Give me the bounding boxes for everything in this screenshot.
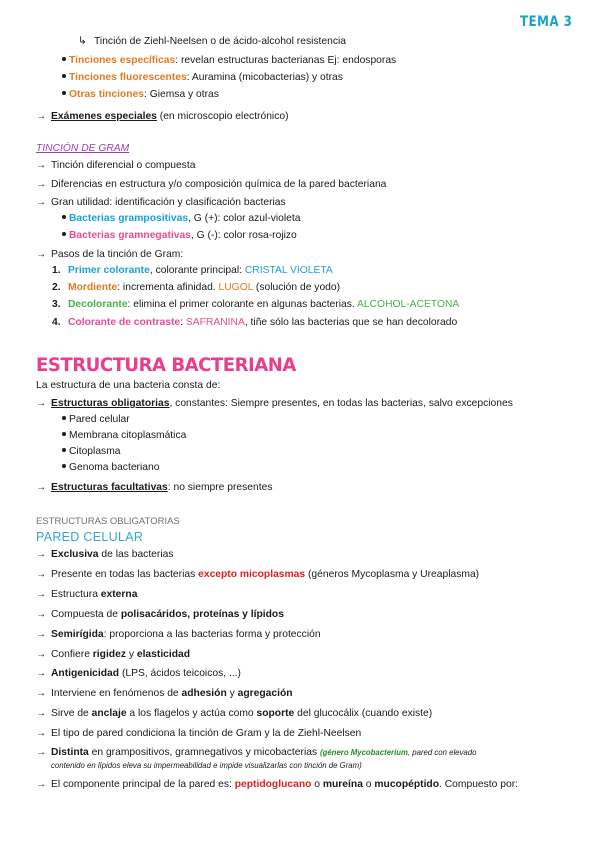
gram-text-3: Gran utilidad: identificación y clasificación bacterias [51, 197, 286, 208]
arrow-icon: → [36, 779, 47, 790]
fluor-label: Tinciones fluorescentes [69, 72, 187, 83]
gram-text-2: Diferencias en estructura y/o composición química de la pared bacteriana [51, 179, 387, 190]
step-after: (solución de yodo) [253, 282, 341, 293]
examenes-line [36, 111, 289, 124]
arrow-icon: → [36, 708, 47, 719]
step-label: Mordiente [68, 282, 118, 293]
text: Confiere [51, 649, 93, 660]
estructura-item [62, 414, 130, 427]
text: del glucocálix (cuando existe) [294, 708, 433, 719]
ziehl-text: Tinción de Ziehl-Neelsen o de ácido-alcohol resistencia [94, 36, 347, 47]
small-text: , pared con elevado [407, 748, 477, 757]
bold-text: Antigenicidad [51, 668, 120, 679]
tema-label: TEMA 3 [520, 14, 573, 30]
pared-line-10 [36, 728, 361, 741]
bold-text: externa [100, 589, 138, 600]
ziehl-line [78, 36, 346, 49]
arrow-icon: → [36, 688, 47, 699]
arrow-icon: → [36, 160, 47, 171]
arrow-icon: → [36, 649, 47, 660]
pared-line-7 [36, 668, 241, 681]
highlight-text: excepto micoplasmas [198, 569, 306, 580]
estructura-item [62, 446, 121, 459]
pared-title: PARED CELULAR [36, 530, 144, 544]
step-text: : elimina el primer colorante en algunas bacterias. [127, 299, 358, 310]
examenes-label: Exámenes especiales [51, 111, 157, 122]
fluor-line [62, 72, 343, 85]
highlight-text: peptidoglucano [234, 779, 312, 790]
text: y [226, 688, 238, 699]
estructura-intro: La estructura de una bacteria consta de: [36, 380, 221, 391]
gram-pos-text: , G (+): color azul-violeta [188, 213, 301, 224]
facult-label: Estructuras facultativas [51, 482, 168, 493]
bold-text: elasticidad [136, 649, 191, 660]
otras-line [62, 89, 219, 102]
text: Sirve de [51, 708, 92, 719]
step-number: 4. [52, 317, 61, 328]
gram-step-1 [52, 265, 333, 278]
step-label: Colorante de contraste [68, 317, 181, 328]
text: de las bacterias [98, 549, 174, 560]
gram-line-2 [36, 179, 386, 192]
arrow-icon: → [36, 179, 47, 190]
estructura-title: ESTRUCTURA BACTERIANA [36, 354, 296, 376]
gram-text-1: Tinción diferencial o compuesta [51, 160, 196, 171]
estructura-item [62, 430, 186, 443]
text: Estructura [51, 589, 101, 600]
text: : proporciona a las bacterias forma y protección [103, 629, 321, 640]
text: El tipo de pared condiciona la tinción de Gram y la de Ziehl-Neelsen [51, 728, 362, 739]
item-text: Genoma bacteriano [69, 462, 160, 473]
text: . Compuesto por: [439, 779, 518, 790]
pared-line-6 [36, 649, 190, 662]
step-text: : incrementa afinidad. [117, 282, 219, 293]
arrow-icon: → [36, 111, 47, 122]
bold-text: mucopéptido [374, 779, 440, 790]
text: Presente en todas las bacterias [51, 569, 199, 580]
pared-line-8 [36, 688, 293, 701]
pared-line-2 [36, 569, 479, 582]
item-text: Membrana citoplasmática [69, 430, 187, 441]
especificas-line [62, 55, 396, 68]
step-number: 2. [52, 282, 61, 293]
pared-line-5 [36, 629, 321, 642]
pared-line-11 [36, 747, 476, 760]
text: y [125, 649, 137, 660]
bold-text: anclaje [91, 708, 127, 719]
gram-pos-line [62, 213, 301, 226]
especificas-label: Tinciones específicas [69, 55, 176, 66]
arrow-icon: → [36, 197, 47, 208]
pared-line-11-cont: contenido en lípidos eleva su impermeabilidad e impide visualizarlas con tinción de Gram) [51, 761, 362, 770]
step-number: 1. [52, 265, 61, 276]
arrow-icon: → [36, 398, 47, 409]
step-after: , tiñe sólo las bacterias que se han decolorado [244, 317, 458, 328]
oblig-text: , constantes: Siempre presentes, en todas las bacterias, salvo excepciones [169, 398, 513, 409]
item-text: Pared celular [69, 414, 130, 425]
step-number: 3. [52, 299, 61, 310]
gram-pos-label: Bacterias grampositivas [69, 213, 189, 224]
gram-neg-line [62, 230, 297, 243]
bold-text: adhesión [181, 688, 227, 699]
text: o [362, 779, 375, 790]
step-reagent: LUGOL [218, 282, 254, 293]
gram-pasos-line [36, 249, 183, 262]
bold-text: rigidez [92, 649, 126, 660]
estructura-item [62, 462, 159, 475]
oblig-label: Estructuras obligatorias [51, 398, 170, 409]
pared-line-9 [36, 708, 432, 721]
gram-step-3 [52, 299, 459, 312]
sub-arrow-icon: ↳ [78, 36, 87, 47]
gram-step-4 [52, 317, 457, 330]
facult-text: : no siempre presentes [167, 482, 273, 493]
pared-line-4 [36, 609, 284, 622]
section-obligatorias: ESTRUCTURAS OBLIGATORIAS [36, 516, 180, 527]
bold-text: agregación [237, 688, 293, 699]
arrow-icon: → [36, 249, 47, 260]
step-reagent: CRISTAL VIOLETA [244, 265, 333, 276]
gram-step-2 [52, 282, 340, 295]
text: en grampositivos, gramnegativos y micobacterias [88, 747, 320, 758]
arrow-icon: → [36, 589, 47, 600]
step-reagent: ALCOHOL-ACETONA [357, 299, 460, 310]
text: a los flagelos y actúa como [126, 708, 257, 719]
bold-text: polisacáridos, proteínas y lípidos [120, 609, 284, 620]
gram-line-3 [36, 197, 286, 210]
step-text: : [180, 317, 186, 328]
arrow-icon: → [36, 629, 47, 640]
examenes-text: (en microscopio electrónico) [156, 111, 289, 122]
bold-text: Semirígida [51, 629, 104, 640]
arrow-icon: → [36, 747, 47, 758]
gram-title: TINCIÓN DE GRAM [36, 143, 130, 154]
arrow-icon: → [36, 482, 47, 493]
bold-text: Exclusiva [51, 549, 99, 560]
otras-label: Otras tinciones [69, 89, 144, 100]
bold-text: mureína [322, 779, 363, 790]
bold-text: Distinta [51, 747, 89, 758]
pared-line-3 [36, 589, 137, 602]
text: (LPS, ácidos teicoicos, ...) [119, 668, 241, 679]
gram-line-1 [36, 160, 195, 173]
pared-line-12 [36, 779, 518, 792]
step-label: Decolorante [68, 299, 128, 310]
arrow-icon: → [36, 569, 47, 580]
oblig-line [36, 398, 513, 411]
bold-text: soporte [256, 708, 295, 719]
arrow-icon: → [36, 728, 47, 739]
arrow-icon: → [36, 609, 47, 620]
arrow-icon: → [36, 668, 47, 679]
text: Compuesta de [51, 609, 121, 620]
arrow-icon: → [36, 549, 47, 560]
especificas-text: : revelan estructuras bacterianas Ej: endosporas [175, 55, 397, 66]
item-text: Citoplasma [69, 446, 121, 457]
step-text: , colorante principal: [149, 265, 245, 276]
genus-text: (género Mycobacterium [319, 748, 408, 757]
text: o [311, 779, 323, 790]
fluor-text: : Auramina (micobacterias) y otras [186, 72, 343, 83]
step-reagent: SAFRANINA [185, 317, 245, 328]
otras-text: : Giemsa y otras [143, 89, 219, 100]
gram-neg-text: , G (-): color rosa-rojizo [190, 230, 297, 241]
gram-pasos-text: Pasos de la tinción de Gram: [51, 249, 184, 260]
text: Interviene en fenómenos de [51, 688, 182, 699]
text: (géneros Mycoplasma y Ureaplasma) [305, 569, 480, 580]
gram-neg-label: Bacterias gramnegativas [69, 230, 191, 241]
step-label: Primer colorante [68, 265, 150, 276]
pared-line-1 [36, 549, 174, 562]
facult-line [36, 482, 273, 495]
text: El componente principal de la pared es: [51, 779, 235, 790]
